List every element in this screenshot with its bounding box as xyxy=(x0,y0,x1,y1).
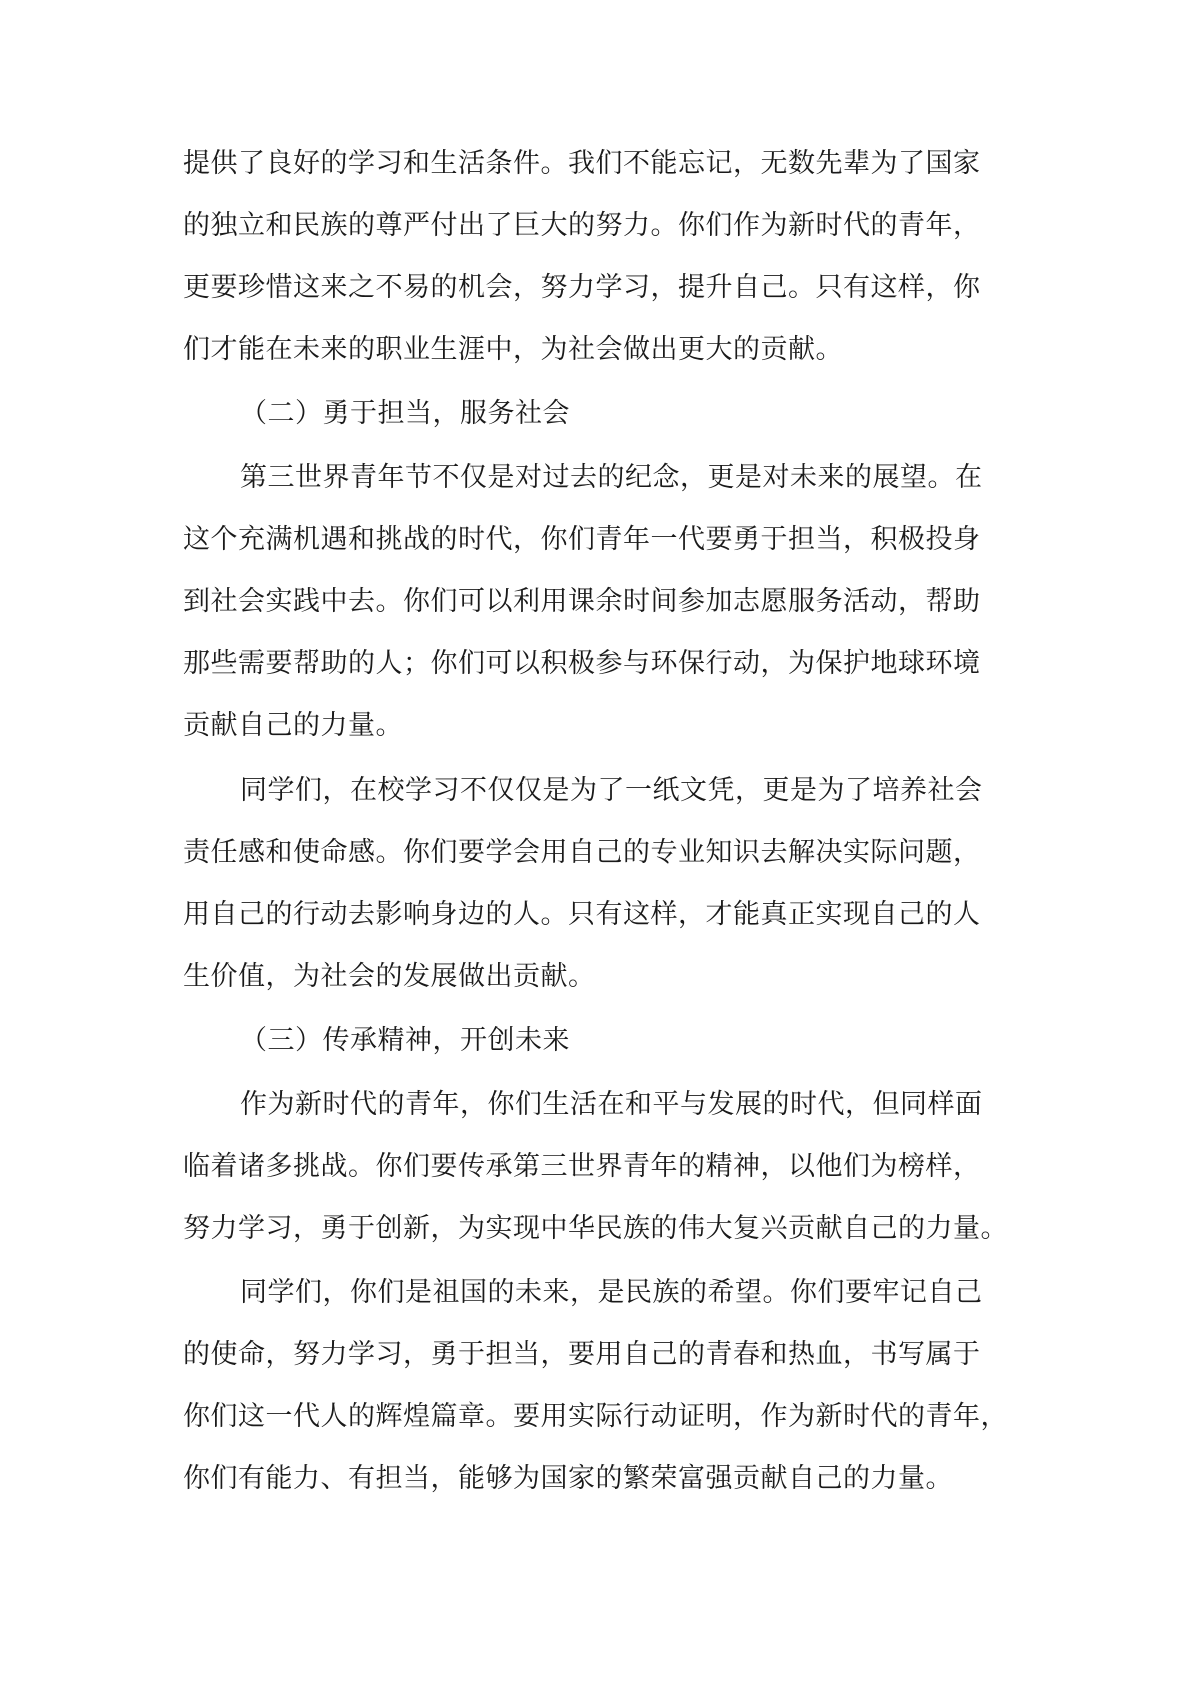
text-line: 的使命，努力学习，勇于担当，要用自己的青春和热血，书写属于 xyxy=(183,1339,981,1370)
paragraph-first-line: 作为新时代的青年，你们生活在和平与发展的时代，但同样面 xyxy=(240,1089,983,1120)
text-line: 你们这一代人的辉煌篇章。要用实际行动证明，作为新时代的青年， xyxy=(183,1401,1008,1432)
text-line: 临着诸多挑战。你们要传承第三世界青年的精神，以他们为榜样， xyxy=(183,1151,981,1182)
text-line: 们才能在未来的职业生涯中，为社会做出更大的贡献。 xyxy=(183,334,843,365)
text-line: 这个充满机遇和挑战的时代，你们青年一代要勇于担当，积极投身 xyxy=(183,524,981,555)
text-line: 那些需要帮助的人；你们可以积极参与环保行动，为保护地球环境 xyxy=(183,648,981,679)
paragraph-first-line: 第三世界青年节不仅是对过去的纪念，更是对未来的展望。在 xyxy=(240,462,983,493)
text-line: 更要珍惜这来之不易的机会，努力学习，提升自己。只有这样，你 xyxy=(183,272,981,303)
text-line: 提供了良好的学习和生活条件。我们不能忘记，无数先辈为了国家 xyxy=(183,148,981,179)
text-line: 生价值，为社会的发展做出贡献。 xyxy=(183,961,596,992)
text-line: 贡献自己的力量。 xyxy=(183,710,403,741)
section-heading: （二）勇于担当，服务社会 xyxy=(240,398,570,429)
text-line: 责任感和使命感。你们要学会用自己的专业知识去解决实际问题， xyxy=(183,837,981,868)
text-line: 努力学习，勇于创新，为实现中华民族的伟大复兴贡献自己的力量。 xyxy=(183,1213,1008,1244)
section-heading: （三）传承精神，开创未来 xyxy=(240,1025,570,1056)
text-line: 的独立和民族的尊严付出了巨大的努力。你们作为新时代的青年， xyxy=(183,210,981,241)
paragraph-first-line: 同学们，你们是祖国的未来，是民族的希望。你们要牢记自己 xyxy=(240,1277,983,1308)
text-line: 到社会实践中去。你们可以利用课余时间参加志愿服务活动，帮助 xyxy=(183,586,981,617)
paragraph-first-line: 同学们，在校学习不仅仅是为了一纸文凭，更是为了培养社会 xyxy=(240,775,983,806)
text-line: 用自己的行动去影响身边的人。只有这样，才能真正实现自己的人 xyxy=(183,899,981,930)
text-line: 你们有能力、有担当，能够为国家的繁荣富强贡献自己的力量。 xyxy=(183,1463,953,1494)
